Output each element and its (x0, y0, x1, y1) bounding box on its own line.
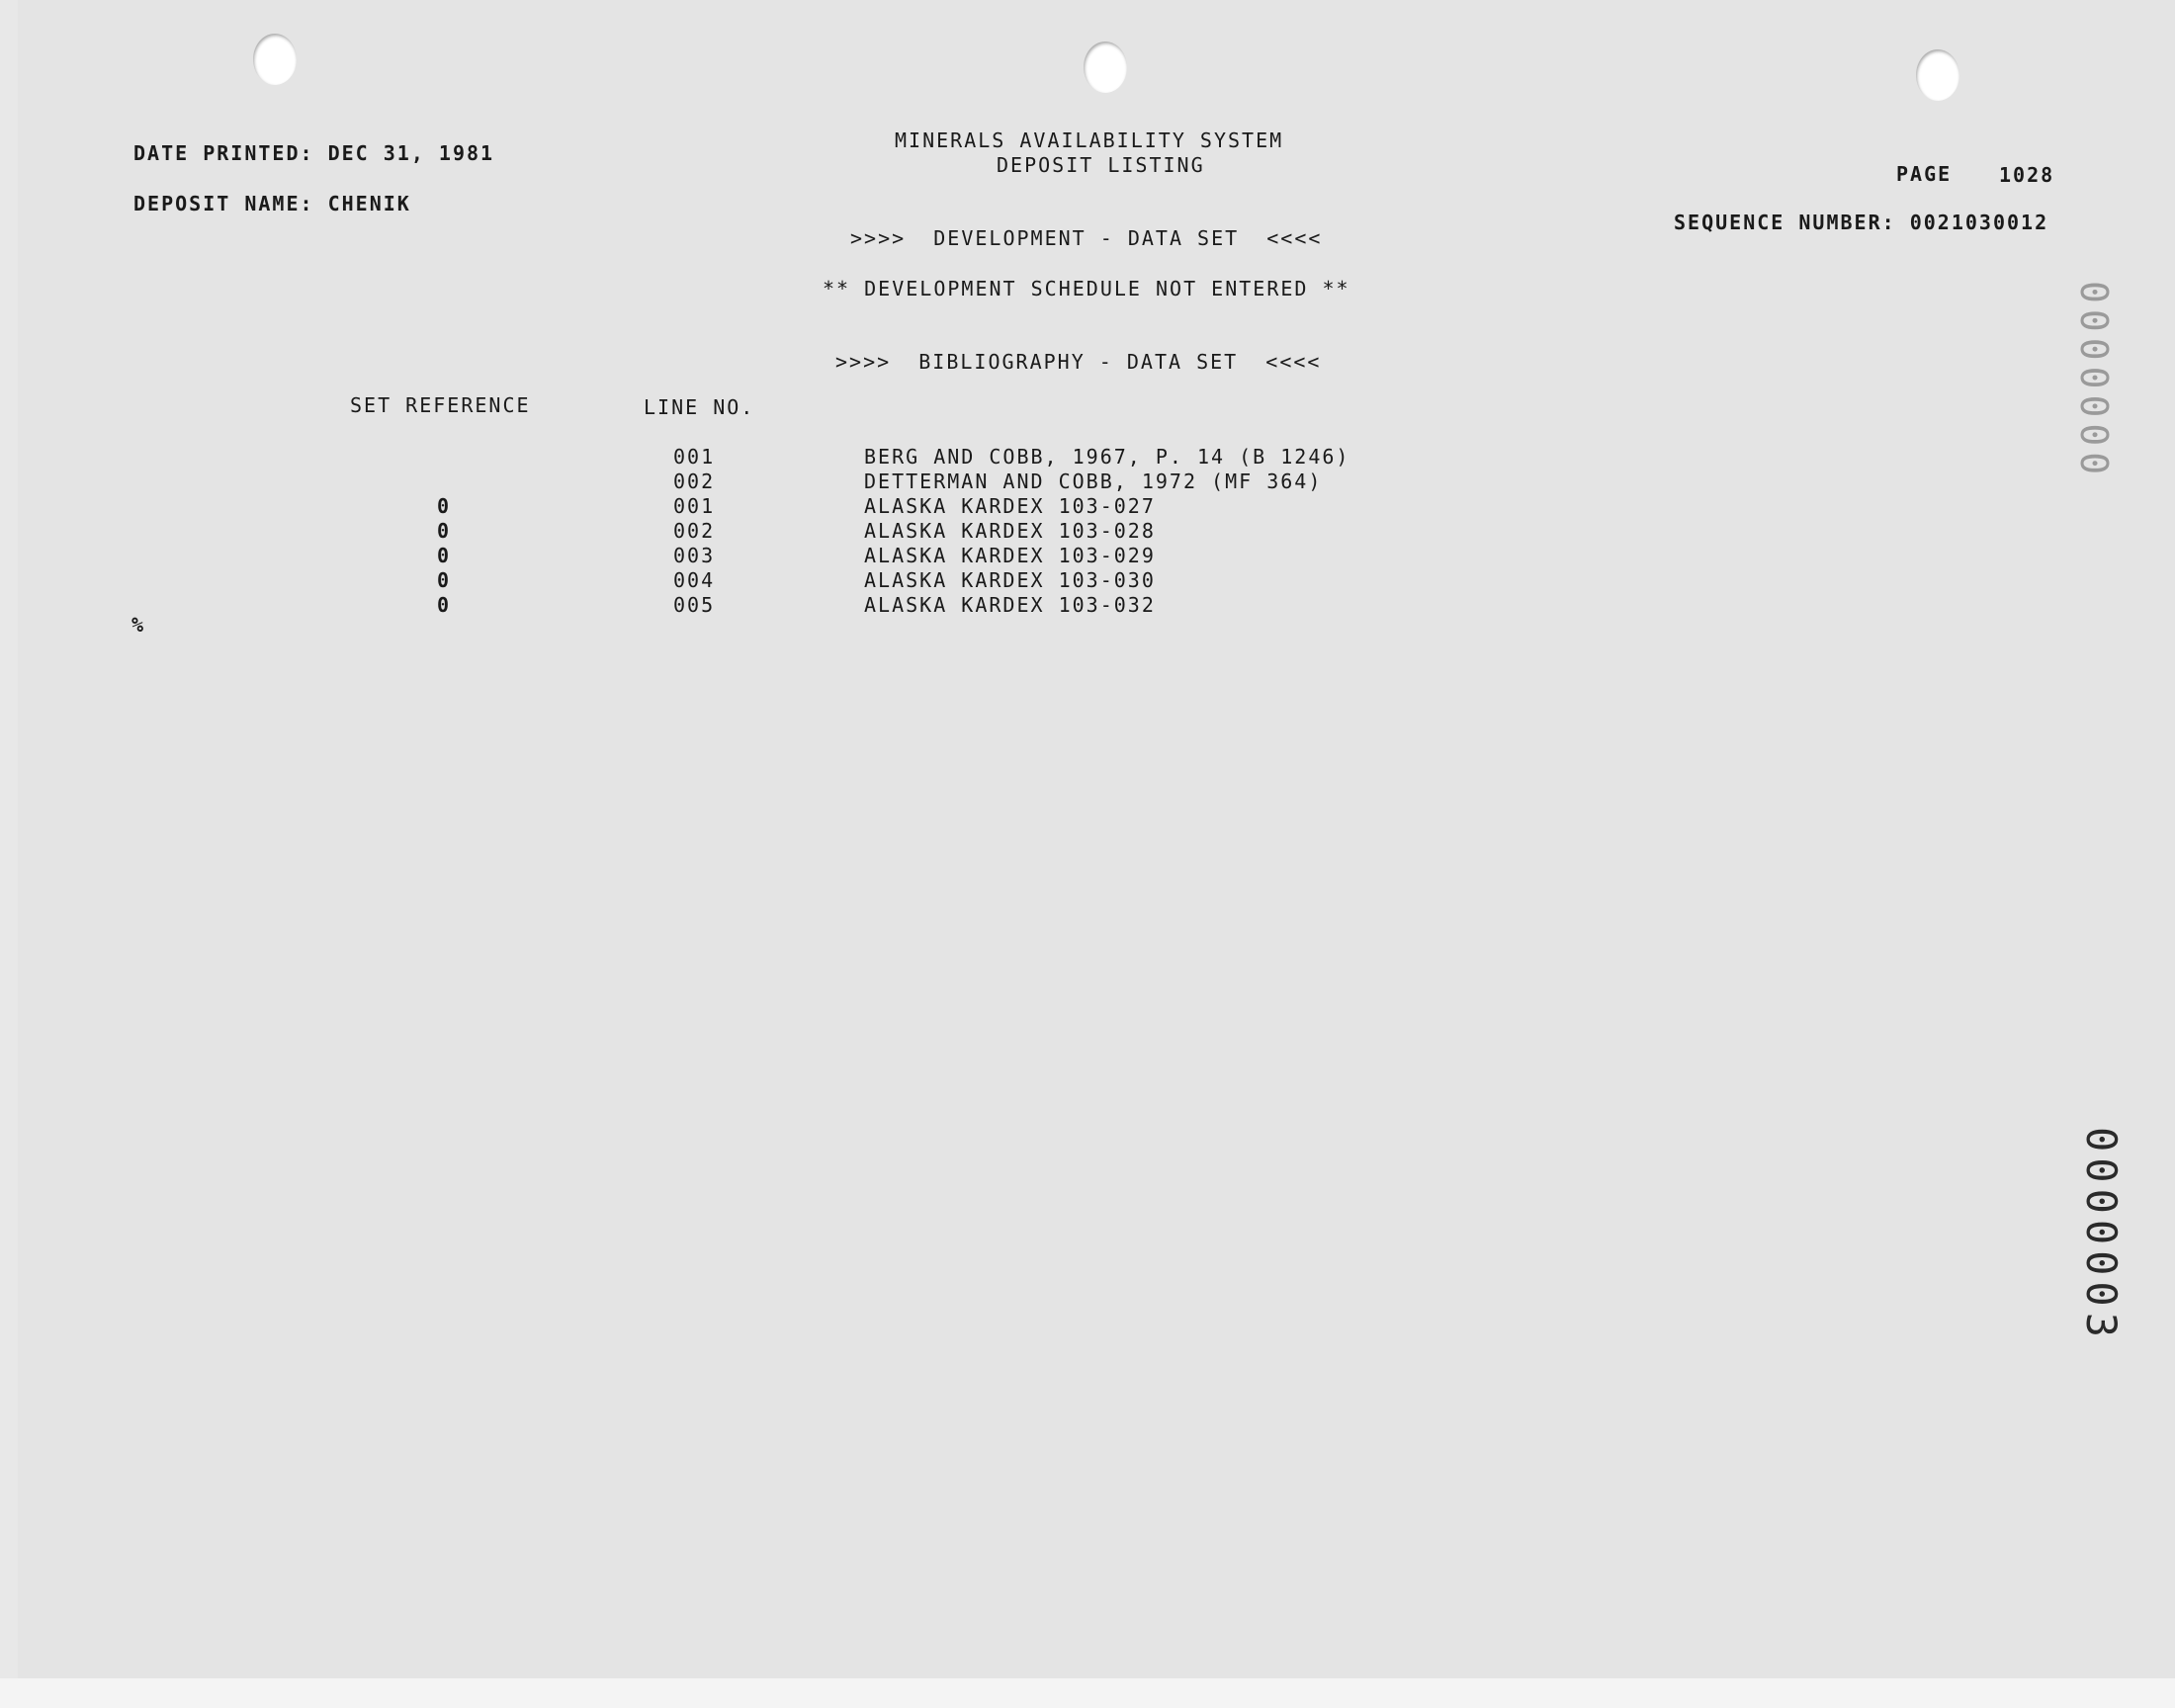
citation-cell: ALASKA KARDEX 103-027 (864, 494, 1156, 518)
citation-cell: ALASKA KARDEX 103-030 (864, 568, 1156, 592)
line-no-cell: 002 (673, 470, 716, 493)
sequence-number: SEQUENCE NUMBER: 0021030012 (1674, 211, 2049, 234)
table-row (0, 519, 2175, 544)
citation-cell: ALASKA KARDEX 103-029 (864, 544, 1156, 567)
set-reference-cell: 0 (437, 593, 452, 617)
page-number: 1028 (1999, 163, 2055, 187)
line-no-cell: 001 (673, 445, 716, 469)
development-note: ** DEVELOPMENT SCHEDULE NOT ENTERED ** (823, 277, 1350, 300)
punch-hole-left (253, 34, 297, 85)
upper-stamp: 0000000 (2072, 281, 2116, 481)
set-reference-cell: 0 (437, 519, 452, 543)
citation-cell: ALASKA KARDEX 103-028 (864, 519, 1156, 543)
scan-margin (0, 1678, 2175, 1708)
punch-hole-right (1916, 49, 1959, 101)
line-no-cell: 002 (673, 519, 716, 543)
paper-sheet (18, 0, 2175, 1680)
table-row (0, 445, 2175, 470)
citation-cell: ALASKA KARDEX 103-032 (864, 593, 1156, 617)
line-no-cell: 001 (673, 494, 716, 518)
date-printed: DATE PRINTED: DEC 31, 1981 (133, 141, 495, 165)
line-no-cell: 004 (673, 568, 716, 592)
page-label: PAGE (1896, 162, 1953, 186)
table-row (0, 494, 2175, 519)
table-row (0, 470, 2175, 494)
set-reference-cell: 0 (437, 568, 452, 592)
development-heading: >>>> DEVELOPMENT - DATA SET <<<< (850, 226, 1323, 250)
system-title: MINERALS AVAILABILITY SYSTEM (895, 128, 1284, 152)
citation-cell: DETTERMAN AND COBB, 1972 (MF 364) (864, 470, 1323, 493)
bibliography-heading: >>>> BIBLIOGRAPHY - DATA SET <<<< (835, 350, 1322, 374)
table-row (0, 593, 2175, 618)
line-no-cell: 003 (673, 544, 716, 567)
listing-title: DEPOSIT LISTING (997, 153, 1205, 177)
lower-stamp: 0000003 (2077, 1127, 2126, 1344)
deposit-name: DEPOSIT NAME: CHENIK (133, 192, 411, 215)
citation-cell: BERG AND COBB, 1967, P. 14 (B 1246) (864, 445, 1350, 469)
table-row (0, 544, 2175, 568)
line-no-cell: 005 (673, 593, 716, 617)
punch-hole-center (1084, 42, 1127, 93)
line-no-header: LINE NO. (644, 395, 755, 419)
set-reference-cell: 0 (437, 544, 452, 567)
set-reference-header: SET REFERENCE (350, 393, 531, 417)
end-marker: % (131, 613, 146, 637)
table-row (0, 568, 2175, 593)
set-reference-cell: 0 (437, 494, 452, 518)
